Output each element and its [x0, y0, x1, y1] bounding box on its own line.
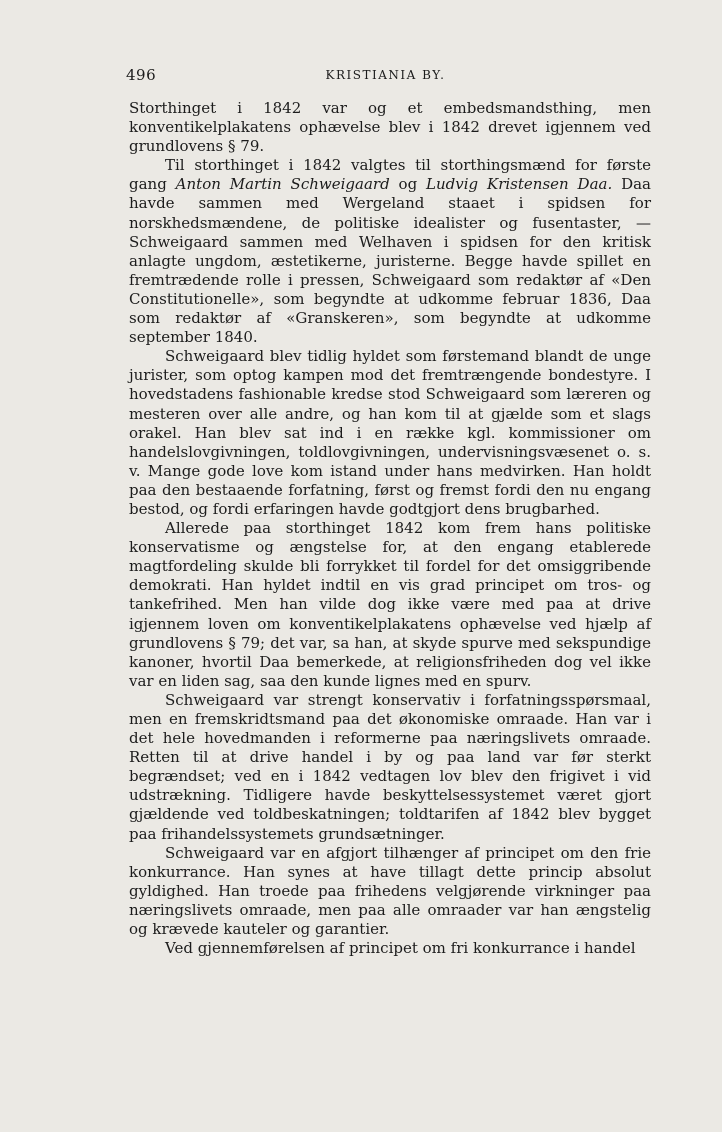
paragraph: [129, 156, 651, 347]
paragraph-text: Daa havde sammen med Wergeland staaet i spidsen for norskhedsmændene, de politiske idealister og fusentaster, — Schweigaard sammen med Welhaven i spidsen for den kritisk anlagte ungdom, æstetikerne, juristerne. Begge havde spillet en fremtrædende rolle i pressen, Schweigaard som redaktør af «Den Constitutionelle», som begyndte at udkomme februar 1836, Daa som redaktør af «Granskeren», som begyndte at udkomme september 1840.: [129, 175, 651, 347]
paragraph: Schweigaard var en afgjort tilhænger af principet om den frie konkurrance. Han synes at have tillagt dette princip absolut gyldighed. Han troede paa frihedens velgjørende virkninger paa næringslivets omraade, men paa alle omraader var han ængstelig og krævede kauteler og garantier.: [129, 843, 651, 939]
paragraph: Ved gjennemførelsen af principet om fri konkurrance i handel: [165, 939, 636, 958]
paragraph: Schweigaard blev tidlig hyldet som førstemand blandt de unge jurister, som optog kampen mod det fremtrængende bondestyre. I hovedstadens fashionable kredse stod Schweigaard som læreren og mesteren over alle andre, og han kom til at gjælde som et slags orakel. Han blev sat ind i en række kgl. kommissioner om handelslovgivningen, toldlovgivningen, undervisningsvæsenet o. s. v. Mange gode love kom istand under hans medvirken. Han holdt paa den bestaaende forfatning, først og fremst fordi den nu engang bestod, og fordi erfaringen havde godtgjort dens brugbarhed.: [129, 347, 651, 518]
page-header: [118, 66, 653, 86]
running-head: KRISTIANIA BY.: [325, 68, 446, 82]
person-name: Ludvig Kristensen Daa.: [426, 175, 613, 194]
paragraph: Storthinget i 1842 var og et embedsmandsthing, men konventikelplakatens ophævelse blev i 1842 drevet igjennem ved grundlovens § 79.: [129, 99, 651, 156]
body-text: [129, 99, 651, 958]
page-number: 496: [126, 66, 157, 84]
paragraph: Schweigaard var strengt konservativ i forfatningsspørsmaal, men en fremskridtsmand paa det økonomiske omraade. Han var i det hele hovedmanden i reformerne paa næringslivets omraade. Retten til at drive handel i by og paa land var før sterkt begrændset; ved en i 1842 vedtagen lov blev den frigivet i vid udstrækning. Tidligere havde beskyttelsessystemet været gjort gjældende ved toldbeskatningen; toldtarifen af 1842 blev bygget paa frihandelssystemets grundsætninger.: [129, 690, 651, 843]
paragraph-text: og: [389, 175, 427, 194]
person-name: Anton Martin Schweigaard: [175, 175, 390, 194]
paragraph-text: Til storthinget i 1842 valgtes til storthingsmænd for første gang: [129, 156, 651, 194]
paragraph: Allerede paa storthinget 1842 kom frem hans politiske konservatisme og ængstelse for, at den engang etablerede magtfordeling skulde bli forrykket til fordel for det omsiggribende demokrati. Han hyldet indtil en vis grad principet om tros- og tankefrihed. Men han vilde dog ikke være med paa at drive igjennem loven om konventikelplakatens ophævelse ved hjælp af grundlovens § 79; det var, sa han, at skyde spurve med sekspundige kanoner, hvortil Daa bemerkede, at religionsfriheden dog vel ikke var en liden sag, saa den kunde lignes med en spurv.: [129, 519, 651, 690]
